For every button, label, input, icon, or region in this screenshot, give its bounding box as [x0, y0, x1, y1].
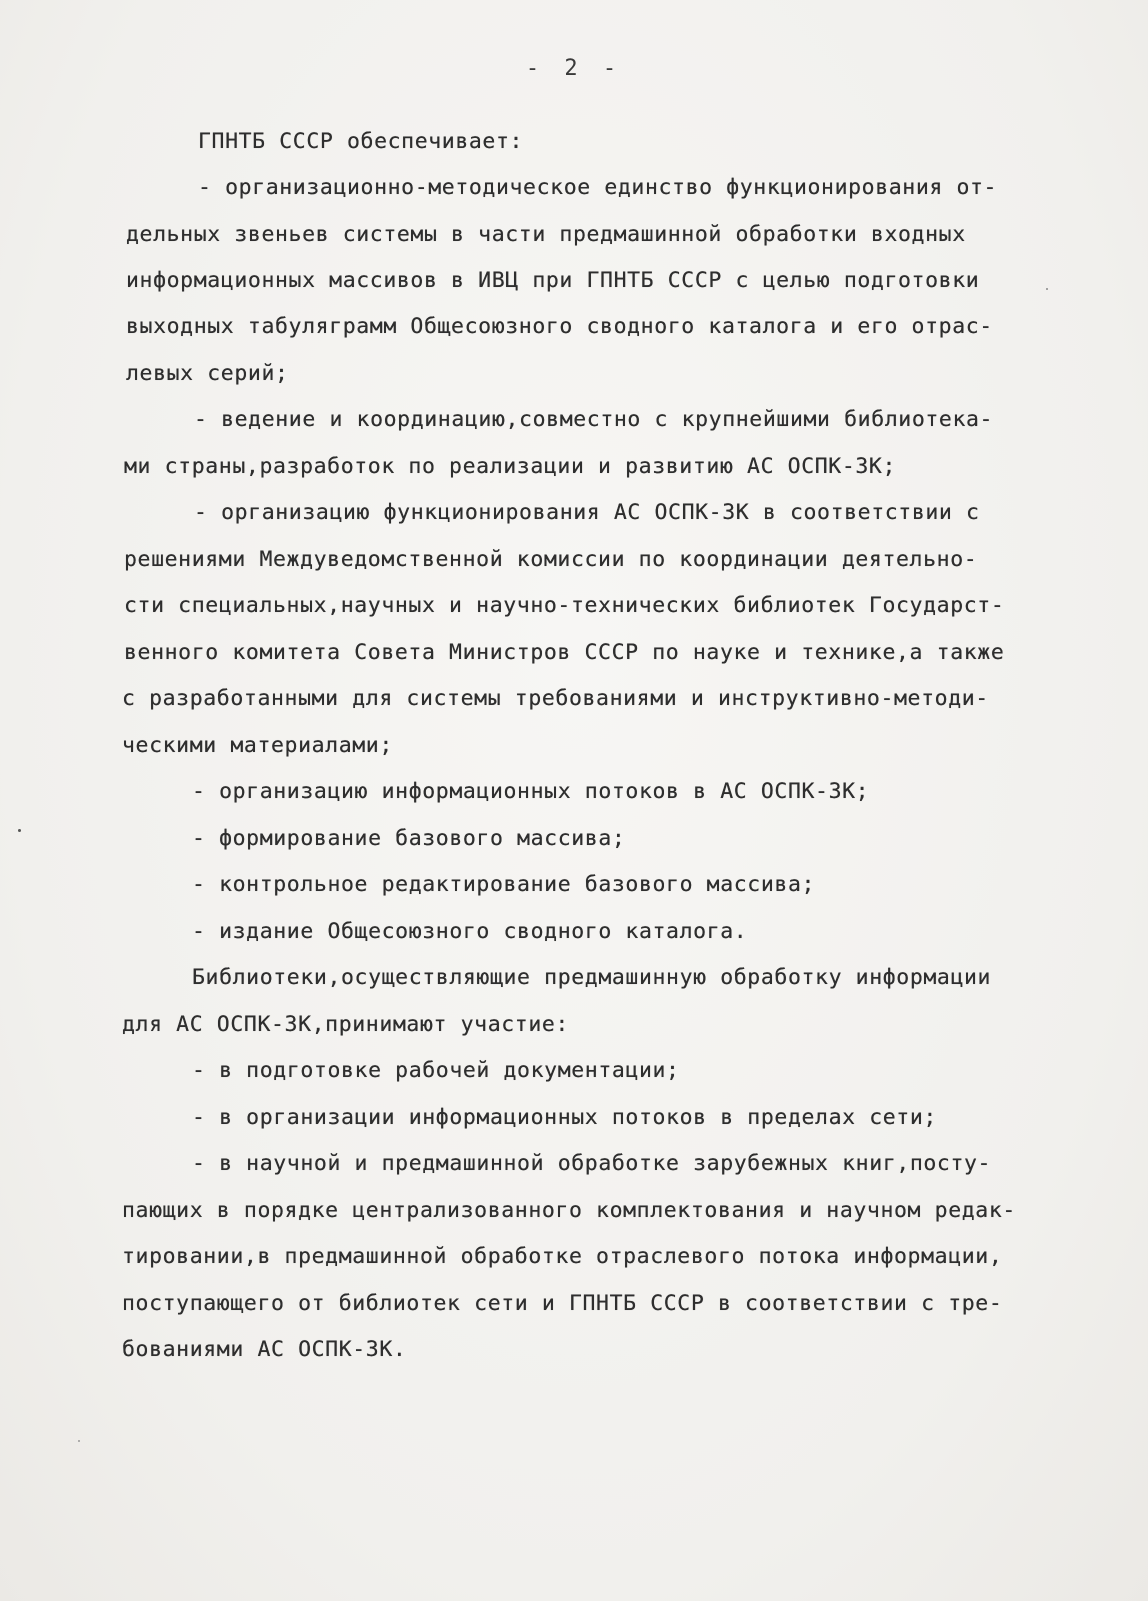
text-line: сти специальных,научных и научно-технических библиотек Государст- — [124, 593, 1005, 618]
text-line: - организацию функционирования АС ОСПК-ЗК в соответствии с — [194, 500, 980, 525]
text-line: пающих в порядке централизованного комплектования и научном редак- — [122, 1198, 1016, 1223]
text-line: - организацию информационных потоков в АС ОСПК-ЗК; — [192, 779, 870, 804]
text-line: левых серий; — [126, 361, 289, 386]
text-line: выходных табуляграмм Общесоюзного сводного каталога и его отрас- — [126, 314, 993, 339]
paper-speck — [1046, 288, 1048, 290]
paper-speck — [18, 829, 21, 832]
text-line: решениями Междуведомственной комиссии по координации деятельно- — [124, 547, 978, 572]
text-line: ческими материалами; — [122, 733, 393, 758]
text-line: - ведение и координацию,совместно с крупнейшими библиотека- — [194, 407, 994, 432]
text-line: - контрольное редактирование базового массива; — [192, 872, 816, 897]
text-line: для АС ОСПК-ЗК,принимают участие: — [122, 1012, 569, 1037]
text-line: - в подготовке рабочей документации; — [192, 1058, 680, 1083]
text-line: венного комитета Совета Министров СССР по науке и технике,а также — [124, 640, 1005, 665]
text-line: с разработанными для системы требованиями и инструктивно-методи- — [122, 686, 989, 711]
text-line: информационных массивов в ИВЦ при ГПНТБ СССР с целью подготовки — [126, 268, 980, 293]
text-line: дельных звеньев системы в части предмашинной обработки входных — [126, 222, 966, 247]
text-line: бованиями АС ОСПК-ЗК. — [122, 1337, 407, 1362]
page-number: - 2 - — [525, 56, 623, 81]
text-line: - в научной и предмашинной обработке зарубежных книг,посту- — [192, 1151, 992, 1176]
paper-speck — [78, 1440, 80, 1442]
text-line: - в организации информационных потоков в пределах сети; — [192, 1105, 937, 1130]
text-line: Библиотеки,осуществляющие предмашинную обработку информации — [192, 965, 992, 990]
text-line: ГПНТБ СССР обеспечивает: — [198, 129, 524, 154]
text-line: поступающего от библиотек сети и ГПНТБ СССР в соответствии с тре- — [122, 1291, 1003, 1316]
text-line: - формирование базового массива; — [192, 826, 626, 851]
text-line: - организационно-методическое единство функционирования от- — [198, 175, 998, 200]
text-line: ми страны,разработок по реализации и развитию АС ОСПК-ЗК; — [124, 454, 897, 479]
text-line: - издание Общесоюзного сводного каталога. — [192, 919, 748, 944]
text-line: тировании,в предмашинной обработке отраслевого потока информации, — [122, 1244, 1003, 1269]
